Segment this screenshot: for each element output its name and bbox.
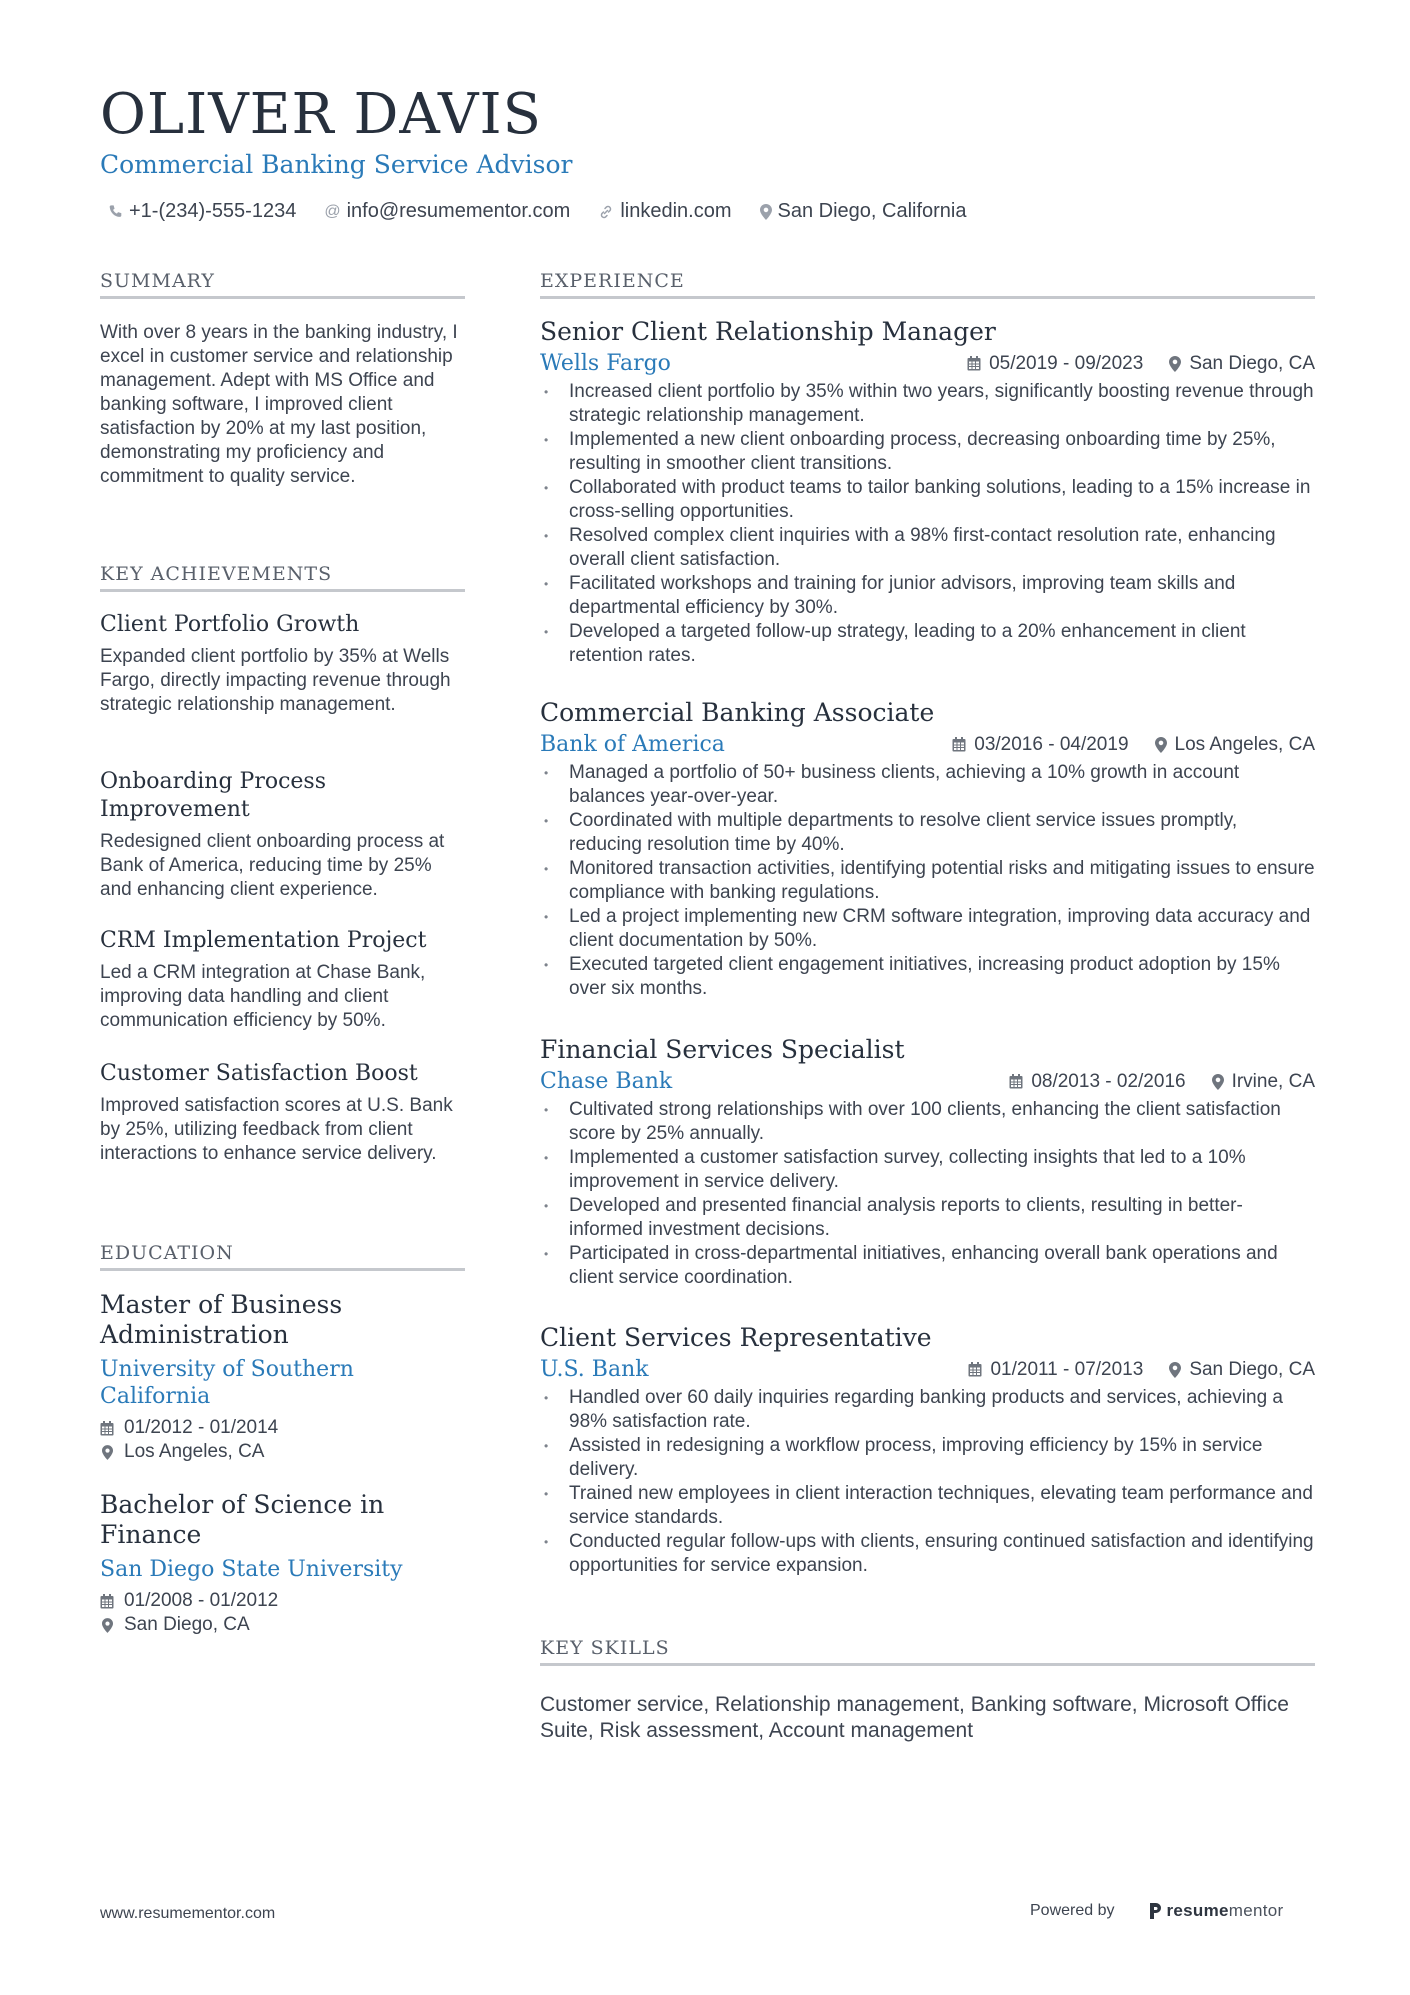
education-degree: Bachelor of Science in Finance	[100, 1490, 385, 1549]
education-item	[100, 1290, 430, 1464]
achievement-item	[100, 1060, 465, 1166]
education-school[interactable]: University of Southern California	[100, 1357, 354, 1409]
job-bullet: • Monitored transaction activities, identifying potential risks and mitigating issues to ensure compliance with banking regulations.	[540, 857, 1315, 905]
contact-phone[interactable]	[108, 200, 296, 223]
job-bullet: • Trained new employees in client interaction techniques, elevating team performance and service standards.	[540, 1482, 1315, 1530]
job-bullets	[540, 1098, 1315, 1290]
job-bullet: • Cultivated strong relationships with over 100 clients, enhancing the client satisfaction score by 25% annually.	[540, 1098, 1315, 1146]
footer-website-link[interactable]: www.resumementor.com	[100, 1905, 276, 1922]
achievement-title: CRM Implementation Project	[100, 928, 427, 953]
job-company[interactable]: Wells Fargo	[540, 351, 671, 376]
experience-heading: EXPERIENCE	[540, 270, 685, 292]
job-bullet: • Resolved complex client inquiries with a 98% first-contact resolution rate, enhancing overall client satisfaction.	[540, 524, 1315, 572]
job-dates: 08/2013 - 02/2016	[1031, 1070, 1186, 1092]
achievement-title: Onboarding Process Improvement	[100, 769, 327, 822]
job-bullet: • Coordinated with multiple departments to resolve client service issues promptly, reducing resolution time by 40%.	[540, 809, 1315, 857]
job-bullet: • Handled over 60 daily inquiries regarding banking products and services, achieving a 98% satisfaction rate.	[540, 1386, 1315, 1434]
job-bullet: • Collaborated with product teams to tailor banking solutions, leading to a 15% increase in cross-selling opportunities.	[540, 476, 1315, 524]
achievement-desc: Led a CRM integration at Chase Bank, improving data handling and client communication efficiency by 50%.	[100, 962, 426, 1031]
candidate-name: OLIVER DAVIS	[100, 82, 542, 147]
skills-divider	[540, 1663, 1315, 1666]
map-pin-icon	[1212, 1074, 1224, 1090]
job-entry	[540, 698, 1315, 1001]
summary-text: With over 8 years in the banking industry, I excel in customer service and relationship management. Adept with MS Office and banking software, I improved client satisfaction by 20% at my last position, demonstrating my proficiency and commitment to quality service.	[100, 322, 458, 487]
job-bullet: • Conducted regular follow-ups with clients, ensuring continued satisfaction and identifying opportunities for service expansion.	[540, 1530, 1315, 1578]
job-entry	[540, 1323, 1315, 1578]
education-location	[100, 1613, 430, 1637]
job-bullets	[540, 1386, 1315, 1578]
link-icon	[598, 204, 614, 220]
achievement-item	[100, 611, 465, 717]
contact-location	[760, 200, 967, 223]
job-title: Commercial Banking Associate	[540, 698, 935, 727]
achievement-title: Client Portfolio Growth	[100, 612, 360, 637]
job-entry	[540, 1035, 1315, 1290]
job-location: Los Angeles, CA	[1174, 733, 1315, 755]
job-location: Irvine, CA	[1231, 1070, 1315, 1092]
map-pin-icon	[100, 1618, 114, 1633]
calendar-icon	[100, 1421, 114, 1436]
resumementor-logo-icon	[1147, 1901, 1163, 1921]
map-pin-icon	[100, 1445, 114, 1460]
education-dates	[100, 1589, 430, 1613]
education-item	[100, 1490, 430, 1637]
skills-text: Customer service, Relationship management, Banking software, Microsoft Office Suite, Risk assessment, Account management	[540, 1693, 1289, 1742]
education-location-text: Los Angeles, CA	[124, 1441, 265, 1462]
footer-powered-by	[1030, 1901, 1284, 1921]
job-location: San Diego, CA	[1189, 352, 1315, 374]
achievement-item	[100, 927, 465, 1033]
education-location-text: San Diego, CA	[124, 1614, 250, 1635]
calendar-icon	[1009, 1074, 1023, 1089]
achievements-heading: KEY ACHIEVEMENTS	[100, 563, 333, 585]
job-dates: 01/2011 - 07/2013	[990, 1358, 1144, 1380]
map-pin-icon	[1155, 737, 1167, 753]
achievement-desc: Redesigned client onboarding process at Bank of America, reducing time by 25% and enhancing client experience.	[100, 831, 445, 900]
calendar-icon	[967, 356, 981, 371]
summary-divider	[100, 296, 465, 299]
job-dates: 05/2019 - 09/2023	[989, 352, 1144, 374]
experience-divider	[540, 296, 1315, 299]
map-pin-icon	[760, 204, 772, 220]
calendar-icon	[952, 737, 966, 752]
calendar-icon	[968, 1362, 982, 1377]
job-bullet: • Executed targeted client engagement initiatives, increasing product adoption by 15% over six months.	[540, 953, 1315, 1001]
job-title: Client Services Representative	[540, 1323, 932, 1352]
achievements-divider	[100, 589, 465, 592]
achievement-item	[100, 768, 465, 902]
contact-phone-text: +1-(234)-555-1234	[129, 200, 297, 222]
job-bullet: • Implemented a customer satisfaction survey, collecting insights that led to a 10% improvement in service delivery.	[540, 1146, 1315, 1194]
contact-email[interactable]	[324, 200, 570, 223]
contact-email-text: info@resumementor.com	[346, 200, 571, 222]
brand-logo[interactable]	[1147, 1901, 1284, 1921]
education-heading: EDUCATION	[100, 1242, 234, 1264]
job-bullet: • Developed a targeted follow-up strategy, leading to a 20% enhancement in client retention rates.	[540, 620, 1315, 668]
job-bullets	[540, 761, 1315, 1001]
map-pin-icon	[1169, 356, 1181, 372]
achievement-desc: Expanded client portfolio by 35% at Wells Fargo, directly impacting revenue through strategic relationship management.	[100, 646, 451, 715]
job-company[interactable]: U.S. Bank	[540, 1357, 649, 1382]
at-sign-icon: @	[324, 202, 341, 220]
calendar-icon	[100, 1594, 114, 1609]
education-school[interactable]: San Diego State University	[100, 1557, 403, 1582]
education-divider	[100, 1268, 465, 1271]
job-title: Senior Client Relationship Manager	[540, 317, 996, 346]
job-bullet: • Led a project implementing new CRM software integration, improving data accuracy and client documentation by 50%.	[540, 905, 1315, 953]
job-bullet: • Developed and presented financial analysis reports to clients, resulting in better-informed investment decisions.	[540, 1194, 1315, 1242]
education-dates	[100, 1416, 430, 1440]
map-pin-icon	[1169, 1362, 1181, 1378]
job-company[interactable]: Bank of America	[540, 732, 725, 757]
education-dates-text: 01/2012 - 01/2014	[124, 1417, 279, 1438]
achievement-desc: Improved satisfaction scores at U.S. Bank by 25%, utilizing feedback from client interactions to enhance service delivery.	[100, 1095, 453, 1164]
job-entry	[540, 317, 1315, 668]
job-bullet: • Increased client portfolio by 35% within two years, significantly boosting revenue through strategic relationship management.	[540, 380, 1315, 428]
job-bullet: • Implemented a new client onboarding process, decreasing onboarding time by 25%, resulting in smoother client transitions.	[540, 428, 1315, 476]
job-company[interactable]: Chase Bank	[540, 1069, 673, 1094]
job-bullets	[540, 380, 1315, 668]
skills-heading: KEY SKILLS	[540, 1637, 670, 1659]
contact-bar	[108, 200, 995, 223]
education-dates-text: 01/2008 - 01/2012	[124, 1590, 279, 1611]
job-dates: 03/2016 - 04/2019	[974, 733, 1129, 755]
candidate-headline: Commercial Banking Service Advisor	[100, 150, 573, 179]
achievement-title: Customer Satisfaction Boost	[100, 1061, 418, 1086]
contact-linkedin-text: linkedin.com	[620, 200, 732, 222]
summary-heading: SUMMARY	[100, 270, 215, 292]
job-bullet: • Facilitated workshops and training for junior advisors, improving team skills and departmental efficiency by 30%.	[540, 572, 1315, 620]
education-degree: Master of Business Administration	[100, 1290, 343, 1349]
job-bullet: • Assisted in redesigning a workflow process, improving efficiency by 15% in service delivery.	[540, 1434, 1315, 1482]
education-location	[100, 1440, 430, 1464]
powered-by-label: Powered by	[1030, 1902, 1115, 1919]
phone-icon	[108, 204, 123, 219]
job-title: Financial Services Specialist	[540, 1035, 905, 1064]
contact-location-text: San Diego, California	[777, 200, 967, 222]
job-location: San Diego, CA	[1189, 1358, 1315, 1380]
brand-name-bold: resume	[1166, 1901, 1229, 1920]
brand-name-rest: mentor	[1228, 1901, 1284, 1920]
job-bullet: • Managed a portfolio of 50+ business clients, achieving a 10% growth in account balances year-over-year.	[540, 761, 1315, 809]
job-bullet: • Participated in cross-departmental initiatives, enhancing overall bank operations and client service coordination.	[540, 1242, 1315, 1290]
contact-linkedin[interactable]	[598, 200, 731, 223]
